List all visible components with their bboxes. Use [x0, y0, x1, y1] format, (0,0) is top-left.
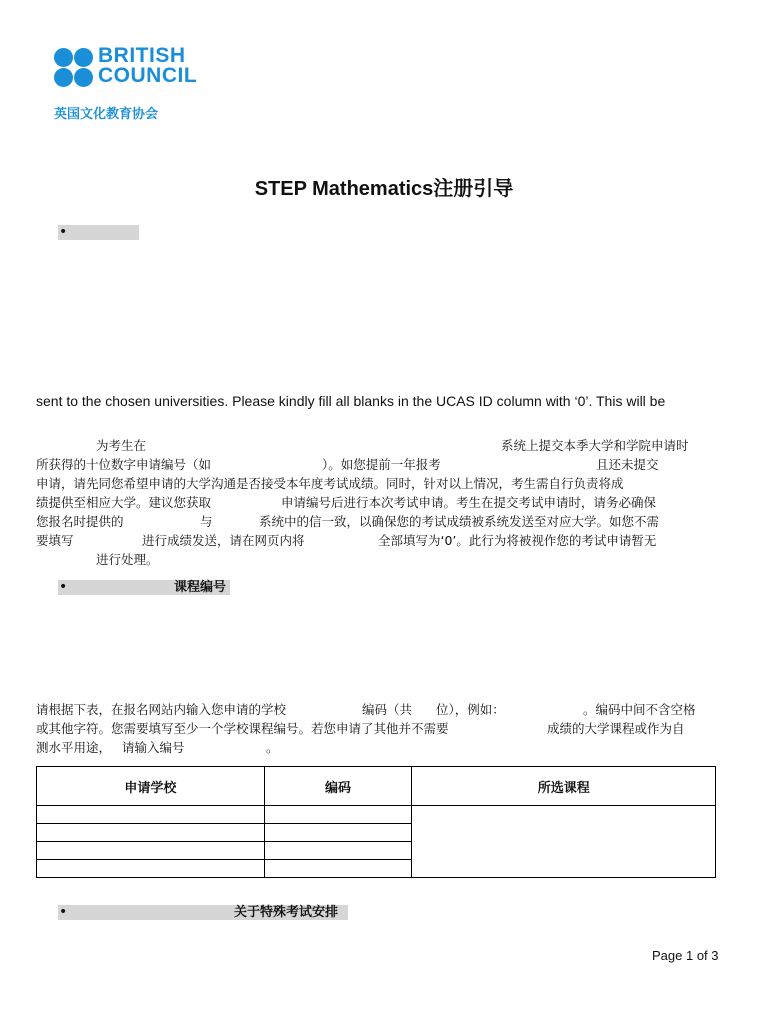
- para1-fragment: 与: [200, 514, 213, 529]
- table-cell-course[interactable]: [412, 806, 716, 878]
- para2-fragment: 或其他字符。您需要填写至少一个学校课程编号。若您申请了其他并不需要: [36, 721, 449, 736]
- para1-fragment: 您报名时提供的: [36, 514, 124, 529]
- para1-fragment: 绩提供至相应大学。建议您获取: [36, 495, 212, 510]
- table-cell-code[interactable]: [264, 842, 412, 860]
- brand-line-1: BRITISH: [98, 44, 186, 67]
- para1-fragment: 系统中的信一致，以确保您的考试成绩被系统发送至对应大学。如您不需: [259, 514, 660, 529]
- para2-fragment: 。: [266, 740, 279, 755]
- brand-line-2: COUNCIL: [98, 64, 198, 87]
- english-instruction-line: sent to the chosen universities. Please kindly fill all blanks in the UCAS ID column with ‘0’. This will be: [36, 393, 666, 409]
- brand-chinese-name: 英国文化教育协会: [54, 107, 159, 122]
- table-header-school: 申请学校: [37, 767, 265, 806]
- course-code-table: [36, 766, 716, 878]
- section-3-label: 关于特殊考试安排: [234, 905, 339, 920]
- para2-fragment: 请输入编号: [122, 740, 185, 755]
- british-council-logo-icon: [54, 48, 94, 88]
- para1-fragment: 且还未提交: [596, 457, 659, 472]
- table-cell-school[interactable]: [37, 806, 265, 824]
- para1-fragment: 申请编号后进行本次考试申请。考生在提交考试申请时，请务必确保: [281, 495, 657, 510]
- para1-fragment: 要填写: [36, 533, 74, 548]
- table-cell-school[interactable]: [37, 824, 265, 842]
- para2-fragment: 位），例如：: [436, 702, 505, 717]
- para2-fragment: 请根据下表，在报名网站内输入您申请的学校: [36, 702, 287, 717]
- para1-fragment: 申请，请先同您希望申请的大学沟通是否接受本年度考试成绩。同时，针对以上情况，考生需自行负责将成: [36, 476, 624, 491]
- para1-fragment: 为考生在: [96, 438, 147, 453]
- para1-fragment: 所获得的十位数字申请编号（如: [36, 457, 212, 472]
- table-row: [37, 806, 716, 824]
- table-header-course: 所选课程: [412, 767, 716, 806]
- section-bullet-3: [58, 905, 348, 920]
- para1-fragment: 进行处理。: [96, 552, 159, 567]
- ucas-paragraph: [0, 436, 768, 570]
- table-cell-school[interactable]: [37, 860, 265, 878]
- para2-fragment: 成绩的大学课程或作为自: [547, 721, 685, 736]
- table-cell-code[interactable]: [264, 806, 412, 824]
- bullet-dot-icon: •: [59, 904, 68, 920]
- table-cell-code[interactable]: [264, 860, 412, 878]
- para1-fragment: ）。如您提前一年报考: [322, 457, 441, 472]
- para1-fragment: 进行成绩发送，请在网页内将: [142, 533, 305, 548]
- table-cell-school[interactable]: [37, 842, 265, 860]
- para2-fragment: 测水平用途，: [36, 740, 112, 755]
- para1-fragment: 系统上提交本季大学和学院申请时: [501, 438, 689, 453]
- page-title: STEP Mathematics注册引导: [254, 178, 514, 200]
- para2-fragment: 。编码中间不含空格: [583, 702, 696, 717]
- para1-fragment: 全部填写为‘0’。此行为将被视作您的考试申请暂无: [378, 533, 657, 548]
- bullet-dot-icon: •: [59, 224, 68, 240]
- section-bullet-1: [58, 225, 139, 240]
- bullet-dot-icon: •: [59, 579, 68, 595]
- table-header-code: 编码: [264, 767, 412, 806]
- page-number: Page 1 of 3: [652, 948, 719, 963]
- table-cell-code[interactable]: [264, 824, 412, 842]
- section-bullet-2: [58, 580, 230, 595]
- table-header-row: [37, 767, 716, 806]
- section-2-label: 课程编号: [174, 580, 227, 595]
- brand-wordmark: [98, 46, 197, 86]
- para2-fragment: 编码（共: [362, 702, 413, 717]
- course-code-paragraph: [0, 700, 768, 760]
